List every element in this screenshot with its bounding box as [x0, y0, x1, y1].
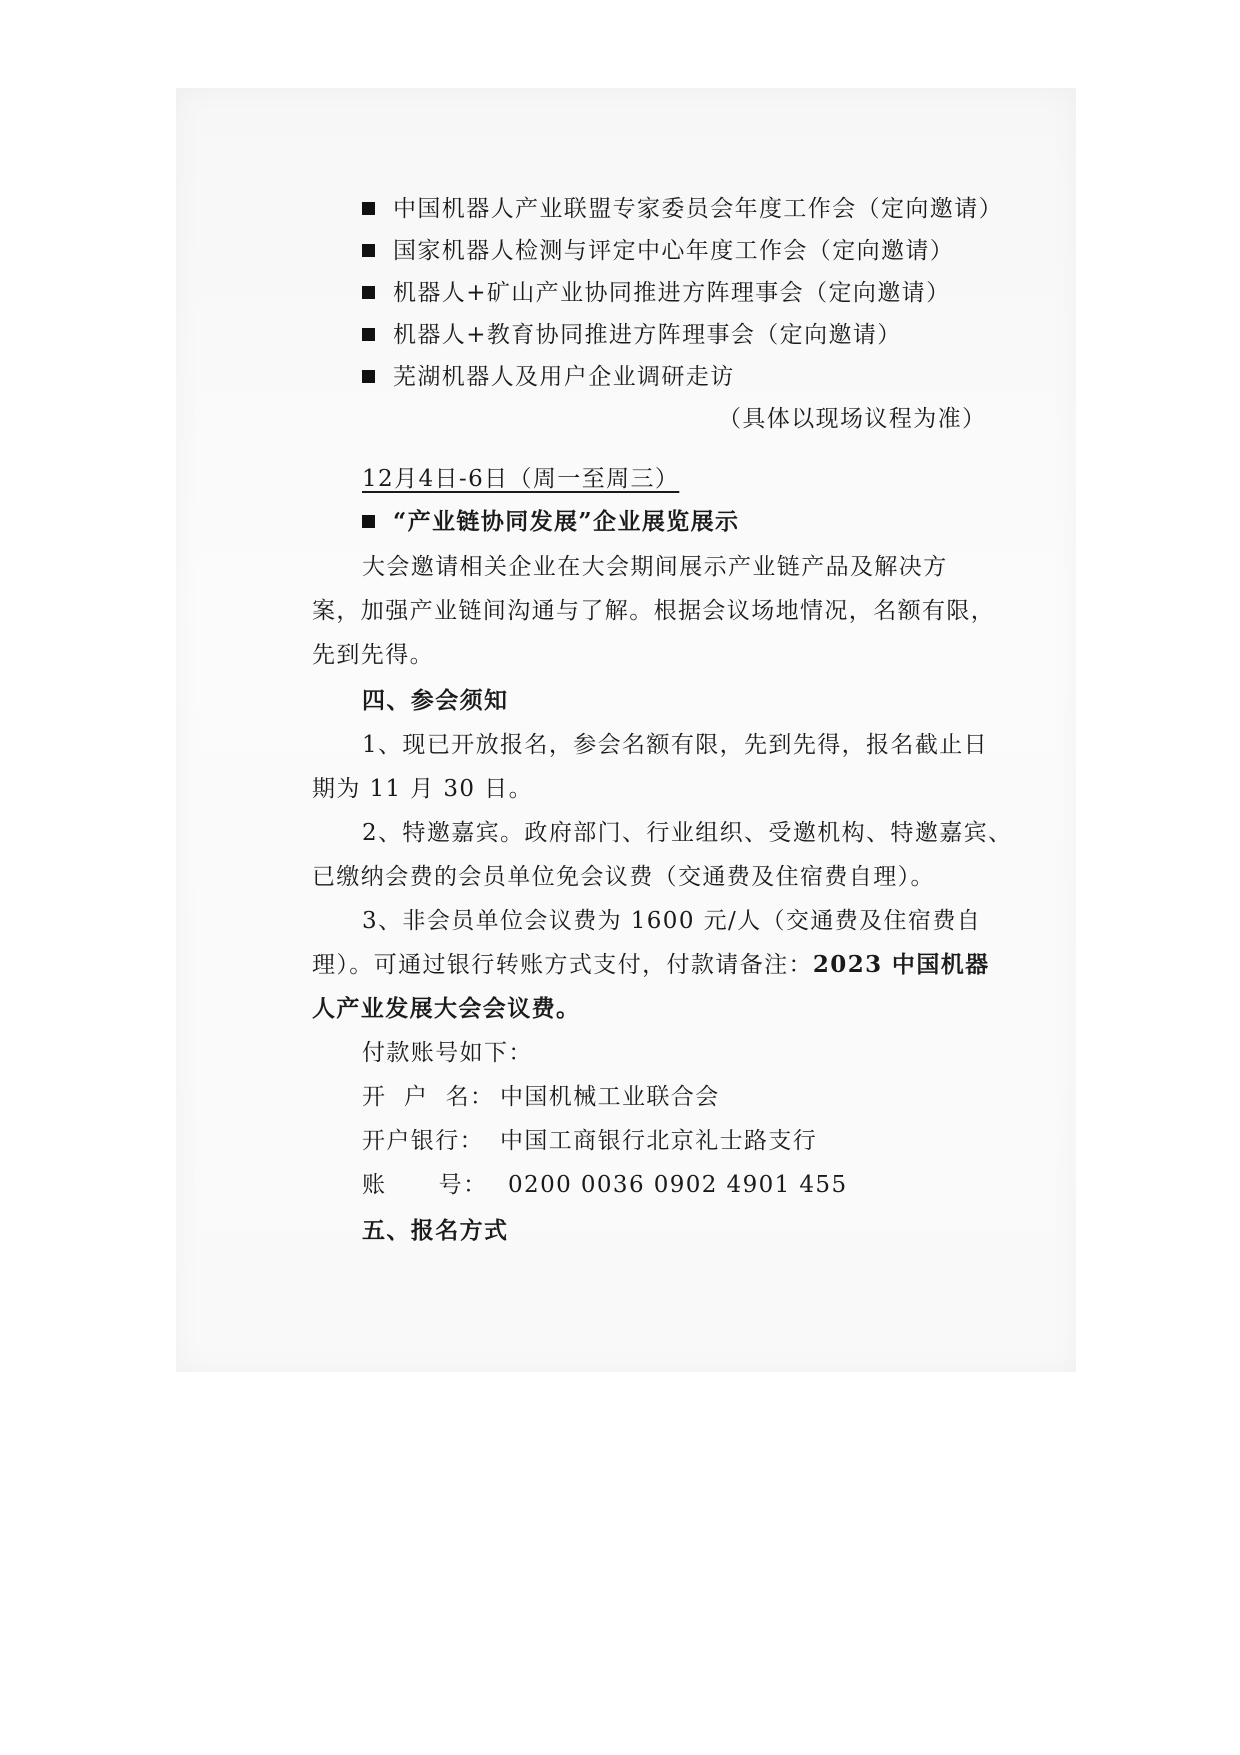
invite-item-1: 中国机器人产业联盟专家委员会年度工作会（定向邀请） — [362, 194, 1003, 224]
invite-item-3: 机器人+矿山产业协同推进方阵理事会（定向邀请） — [362, 278, 950, 308]
payment-intro: 付款账号如下： — [362, 1040, 533, 1066]
square-bullet-icon — [362, 370, 375, 383]
invite-item-2: 国家机器人检测与评定中心年度工作会（定向邀请） — [362, 236, 954, 266]
notice-item2-line1: 2、特邀嘉宾。政府部门、行业组织、受邀机构、特邀嘉宾、 — [362, 820, 1013, 846]
square-bullet-icon — [362, 244, 375, 257]
exhibition-line-2: 案，加强产业链间沟通与了解。根据会议场地情况，名额有限， — [312, 598, 996, 624]
account-bank-value: 中国工商银行北京礼士路支行 — [500, 1128, 818, 1154]
notice-item1-line1: 1、现已开放报名，参会名额有限，先到先得，报名截止日 — [362, 732, 989, 758]
agenda-note: （具体以现场议程为准） — [718, 406, 987, 432]
account-bank-label: 开户银行： — [362, 1128, 484, 1154]
notice-item2-line2: 已缴纳会费的会员单位免会议费（交通费及住宿费自理）。 — [312, 864, 935, 890]
account-name-value: 中国机械工业联合会 — [500, 1084, 720, 1110]
notice-item3-line2: 理）。可通过银行转账方式支付，付款请备注：2023 中国机器 — [312, 951, 990, 978]
square-bullet-icon — [362, 328, 375, 341]
exhibition-line-1: 大会邀请相关企业在大会期间展示产业链产品及解决方 — [362, 554, 948, 580]
invite-item-4: 机器人+教育协同推进方阵理事会（定向邀请） — [362, 320, 902, 350]
square-bullet-icon — [362, 202, 375, 215]
section5-heading: 五、报名方式 — [362, 1217, 509, 1244]
notice-item3-line1: 3、非会员单位会议费为 1600 元/人（交通费及住宿费自 — [362, 908, 982, 934]
account-bank-row — [362, 1126, 817, 1156]
exhibition-line-3: 先到先得。 — [312, 642, 434, 668]
square-bullet-icon — [362, 515, 375, 528]
notice-item3-line3: 人产业发展大会会议费。 — [312, 995, 581, 1022]
account-number-value: 0200 0036 0902 4901 455 — [508, 1172, 848, 1198]
invite-item-5: 芜湖机器人及用户企业调研走访 — [362, 362, 735, 392]
exhibition-title: “产业链协同发展”企业展览展示 — [362, 507, 739, 537]
notice-item1-line2: 期为 11 月 30 日。 — [312, 776, 533, 802]
account-name-label: 开 户 名： — [362, 1084, 495, 1110]
account-number-row — [362, 1170, 847, 1200]
account-name-row — [362, 1082, 720, 1112]
account-number-label: 账 号： — [362, 1172, 488, 1198]
square-bullet-icon — [362, 286, 375, 299]
section4-heading: 四、参会须知 — [362, 687, 509, 714]
date-heading: 12月4日-6日（周一至周三） — [362, 466, 680, 492]
payment-remark: 2023 中国机器 — [812, 951, 990, 978]
